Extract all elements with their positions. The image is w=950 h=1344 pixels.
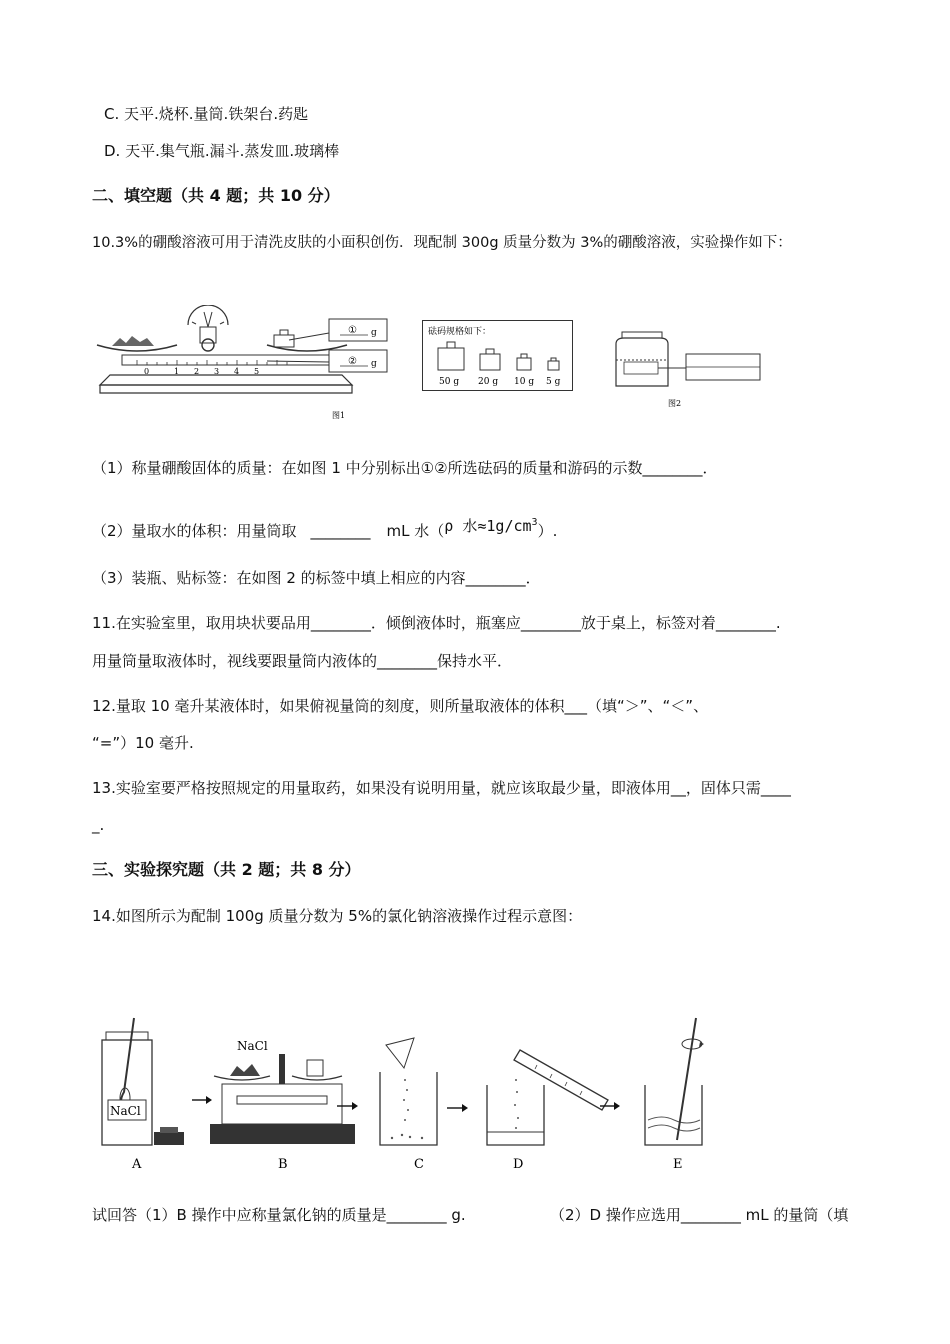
q13-line2: _.	[92, 816, 105, 834]
section2-heading: 二、填空题（共 4 题；共 10 分）	[92, 186, 340, 205]
unit-2: g	[371, 359, 377, 369]
balance-figure-1	[92, 305, 397, 425]
nacl-bottle-label: NaCl	[110, 1104, 141, 1118]
q10-part2-blank: ________	[310, 522, 371, 540]
q14-answer-2: （2）D 操作应选用________ mL 的量筒（填	[550, 1206, 849, 1224]
option-d: D. 天平.集气瓶.漏斗.蒸发皿.玻璃棒	[104, 142, 340, 160]
step-a: A	[132, 1157, 142, 1172]
section3-heading: 三、实验探究题（共 2 题；共 8 分）	[92, 860, 361, 879]
q14-stem: 14.如图所示为配制 100g 质量分数为 5%的氯化钠溶液操作过程示意图：	[92, 907, 583, 925]
scale-5: 5	[254, 367, 260, 376]
bottle-figure-2	[608, 330, 763, 410]
step-b: B	[278, 1157, 288, 1172]
nacl-balance-label: NaCl	[237, 1039, 268, 1053]
q11-line2: 用量筒量取液体时，视线要跟量筒内液体的________保持水平．	[92, 652, 513, 670]
q12-line2: “=”）10 毫升.	[92, 734, 194, 752]
step-c: C	[414, 1157, 424, 1172]
scale-1: 1	[174, 367, 180, 376]
nacl-procedure-figure	[92, 1010, 732, 1175]
q14-answer-1: 试回答（1）B 操作中应称量氯化钠的质量是________ g.	[92, 1206, 466, 1224]
q10-part2	[92, 518, 557, 541]
weight-20g: 20 g	[478, 377, 499, 387]
q10-part2-a: （2）量取水的体积：用量筒取	[92, 522, 297, 540]
q11-line1: 11.在实验室里，取用块状要品用________．倾倒液体时，瓶塞应________放于桌上，标签对着________.	[92, 614, 781, 632]
weights-spec-box	[422, 320, 574, 392]
weight-label-1: ①	[348, 325, 357, 336]
q10-part3: （3）装瓶、贴标签：在如图 2 的标签中填上相应的内容________．	[92, 569, 541, 587]
q13-line1: 13.实验室要严格按照规定的用量取药，如果没有说明用量，就应该取最少量，即液体用__，固体只需____	[92, 779, 791, 797]
weight-50g: 50 g	[439, 377, 460, 387]
scale-2: 2	[194, 367, 200, 376]
scale-0: 0	[144, 367, 150, 376]
step-d: D	[513, 1157, 524, 1172]
density-formula: ρ 水$\approx 1g/cm^3$	[444, 517, 538, 535]
weight-label-2: ②	[348, 356, 357, 367]
option-c: C. 天平.烧杯.量筒.铁架台.药匙	[104, 105, 309, 123]
step-e: E	[673, 1157, 683, 1172]
q10-part2-c: ）.	[537, 522, 558, 540]
fig2-caption: 图2	[668, 399, 682, 408]
weight-5g: 5 g	[546, 377, 561, 387]
weight-10g: 10 g	[514, 377, 535, 387]
scale-3: 3	[214, 367, 220, 376]
fig1-caption: 图1	[332, 411, 346, 420]
q10-part1: （1）称量硼酸固体的质量：在如图 1 中分别标出①②所选砝码的质量和游码的示数________．	[92, 459, 718, 477]
q10-stem: 10.3%的硼酸溶液可用于清洗皮肤的小面积创伤．现配制 300g 质量分数为 3%的硼酸溶液，实验操作如下：	[92, 235, 792, 251]
unit-1: g	[371, 328, 377, 338]
weights-title: 砝码规格如下：	[428, 327, 492, 337]
q10-part2-b: mL 水（	[386, 522, 445, 540]
scale-4: 4	[234, 367, 240, 376]
q12-line1: 12.量取 10 毫升某液体时，如果俯视量筒的刻度，则所量取液体的体积___（填“＞”、“＜”、	[92, 697, 709, 715]
